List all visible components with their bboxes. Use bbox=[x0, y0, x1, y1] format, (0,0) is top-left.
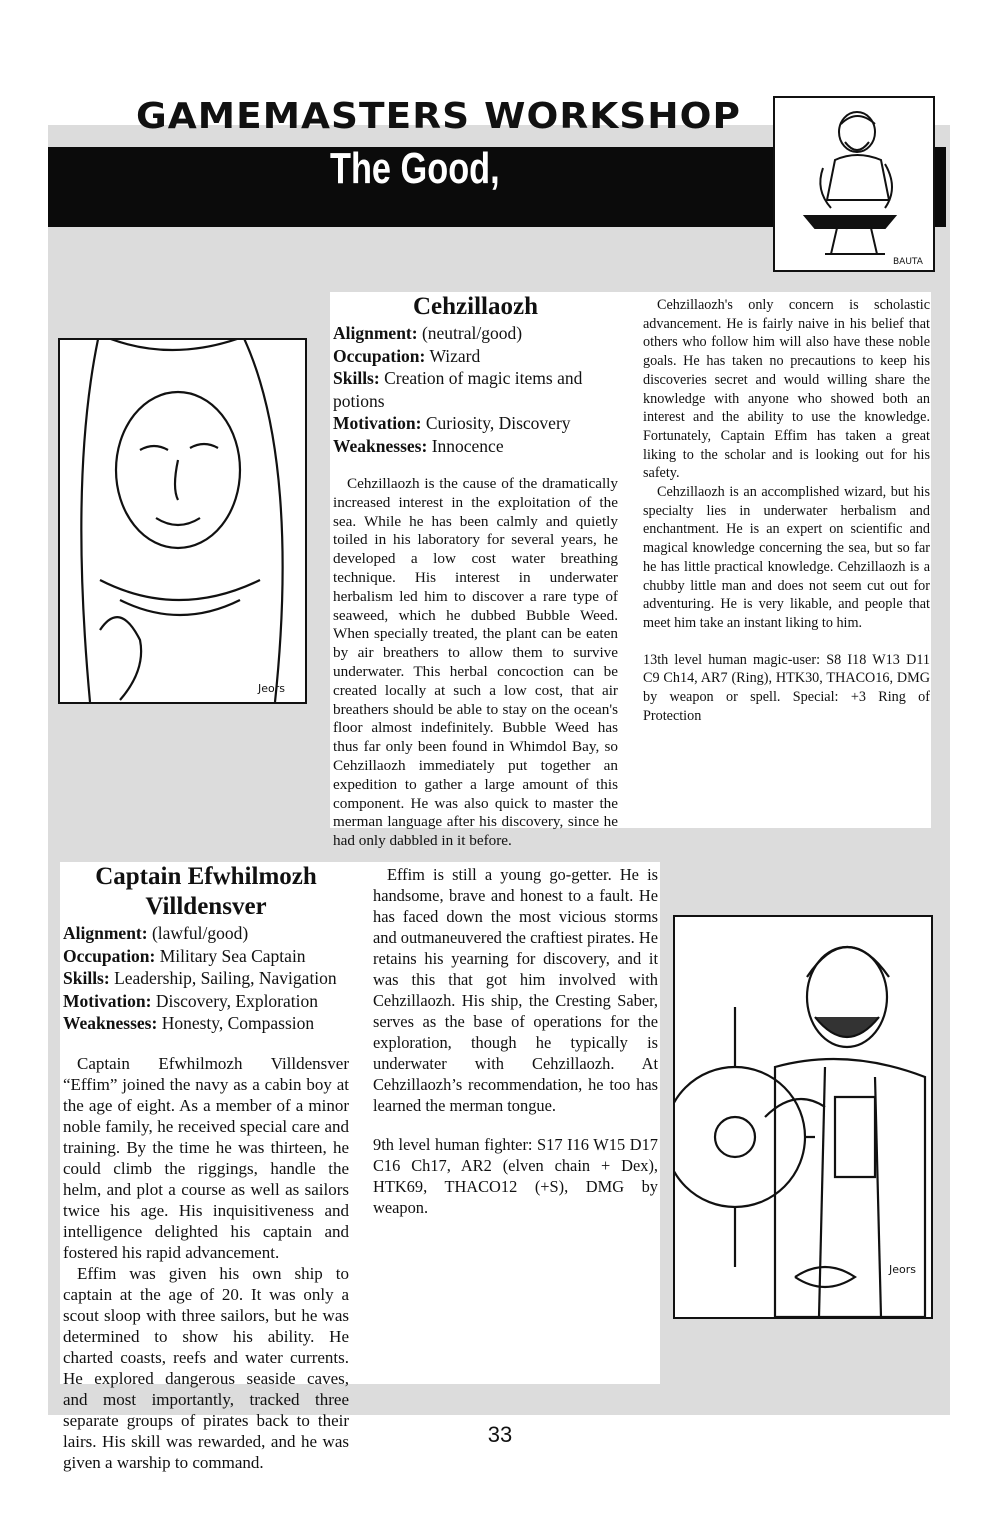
cehzillaozh-alignment bbox=[333, 322, 618, 345]
motivation-label: Motivation: bbox=[63, 990, 152, 1011]
effim-portrait bbox=[673, 915, 933, 1319]
effim-skills bbox=[63, 967, 349, 990]
effim-stats: 9th level human fighter: S17 I16 W15 D17 C16 Ch17, AR2 (elven chain + Dex), HTK69, THACO12 (+S), DMG by weapon. bbox=[373, 1135, 658, 1217]
cehzillaozh-stats: 13th level human magic-user: S8 I18 W13 D11 C9 Ch14, AR7 (Ring), HTK30, THACO16, DMG by weapon or spell. Special: +3 Ring of Protection bbox=[643, 651, 930, 724]
hooded-wizard-drawing bbox=[60, 340, 305, 702]
skills-label: Skills: bbox=[63, 968, 110, 988]
alignment-label: Alignment: bbox=[333, 323, 418, 343]
cehzillaozh-paragraph-2: Cehzillaozh's only concern is scholastic advancement. He is fairly naive in his belief that others who follow him will also have these noble goals. He has taken no precautions to keep his discoveries secret and would willing share the knowledge with anyone who showed both an interest and the ability to use the knowledge. Fortunately, Captain Effim has taken a great liking to the scholar and is looking out for his safety. bbox=[643, 297, 930, 482]
effim-name-line2: Villdensver bbox=[145, 893, 267, 920]
occupation-label: Occupation: bbox=[333, 345, 426, 366]
alignment-label: Alignment: bbox=[63, 923, 148, 943]
cehzillaozh-paragraph-1: Cehzillaozh is the cause of the dramatically increased interest in the exploitation of the sea. While he has been calmly and quietly toiled in his laboratory for several years, he developed a low cost water breathing technique. His interest in underwater herbalism led him to discover a rare type of seaweed, which he dubbed Bubble Weed. When specially treated, the plant can be eaten by air breathers to allow them to survive underwater. This herbal concoction can be created locally at such a low cost, that air breathers should be able to stay on the ocean's floor almost indefinitely. Bubble Weed has thus far only been found in Whimdol Bay, so Cehzillaozh immediately put together an expedition to gather a large amount of this component. He was also quick to master the merman language after his discovery, since he had only dabbled in it before. bbox=[333, 475, 618, 850]
effim-weaknesses bbox=[63, 1012, 349, 1035]
occupation-value: Wizard bbox=[429, 345, 481, 366]
cehzillaozh-portrait bbox=[58, 338, 307, 704]
skills-value: Leadership, Sailing, Navigation bbox=[114, 968, 337, 988]
motivation-value: Curiosity, Discovery bbox=[425, 413, 571, 433]
effim-column-2 bbox=[373, 864, 658, 1218]
blacksmith-illustration bbox=[775, 98, 933, 270]
logo-signature: BAUTA bbox=[893, 257, 923, 267]
motivation-label: Motivation: bbox=[333, 413, 422, 433]
portrait2-signature: Jeors bbox=[889, 1263, 916, 1276]
weaknesses-label: Weaknesses: bbox=[333, 435, 428, 456]
article-title: The Good, bbox=[330, 144, 500, 193]
cehzillaozh-weaknesses bbox=[333, 435, 618, 458]
section-title: GAMEMASTERS WORKSHOP bbox=[136, 96, 742, 137]
weaknesses-value: Honesty, Compassion bbox=[161, 1013, 315, 1033]
alignment-value: (lawful/good) bbox=[151, 923, 249, 943]
motivation-value: Discovery, Exploration bbox=[155, 990, 319, 1011]
effim-column-1 bbox=[63, 862, 349, 1473]
occupation-label: Occupation: bbox=[63, 945, 156, 966]
skills-value: Creation of magic items and potions bbox=[333, 368, 583, 411]
effim-paragraph-2: Effim was given his own ship to captain at the age of 20. It was only a scout sloop with three sailors, but he was determined to show his ability. He charted coasts, reefs and water currents. He explored dangerous seaside caves, and most importantly, tracked three separate groups of pirates back to their lairs. His skill was rewarded, and he was given a warship to command. bbox=[63, 1263, 349, 1472]
skills-label: Skills: bbox=[333, 368, 380, 388]
cehzillaozh-column-1 bbox=[333, 292, 618, 851]
page-number: 33 bbox=[487, 1422, 513, 1447]
cehzillaozh-occupation bbox=[333, 345, 618, 368]
occupation-value: Military Sea Captain bbox=[159, 945, 306, 966]
cehzillaozh-name: Cehzillaozh bbox=[413, 293, 538, 320]
weaknesses-value: Innocence bbox=[431, 435, 504, 456]
cehzillaozh-motivation bbox=[333, 412, 618, 435]
effim-occupation bbox=[63, 945, 349, 968]
cehzillaozh-paragraph-3: Cehzillaozh is an accomplished wizard, but his specialty lies in underwater herbalism and enchantment. He is an expert on scientific and magical knowledge concerning the sea, but so far he has little practical knowledge. Cehzillaozh is a chubby little man and does not seem cut out for adventuring. He is very likable, and people that meet him take an instant liking to him. bbox=[643, 484, 930, 631]
portrait1-signature: Jeors bbox=[258, 682, 285, 695]
blacksmith-logo bbox=[773, 96, 935, 272]
effim-name-line1: Captain Efwhilmozh bbox=[95, 863, 317, 890]
effim-alignment bbox=[63, 922, 349, 945]
effim-motivation bbox=[63, 990, 349, 1013]
sea-captain-drawing bbox=[675, 917, 931, 1317]
effim-paragraph-3: Effim is still a young go-getter. He is handsome, brave and honest to a fault. He has faced down the most vicious storms and outmaneuvered the craftiest pirates. He retains his yearning for discovery, and it was this that got him involved with Cehzillaozh. His ship, the Cresting Saber, serves as the base of operations for the exploration, though he typically is underwater with Cehzillaozh. At Cehzillaozh’s recommendation, he too has learned the merman tongue. bbox=[373, 865, 658, 1115]
cehzillaozh-column-2 bbox=[643, 296, 930, 725]
cehzillaozh-skills bbox=[333, 367, 618, 412]
alignment-value: (neutral/good) bbox=[421, 323, 523, 343]
effim-paragraph-1: Captain Efwhilmozh Villdensver “Effim” joined the navy as a cabin boy at the age of eight. As a member of a minor noble family, he received special care and training. By the time he was thirteen, he could climb the riggings, handle the helm, and plot a course as well as sailors twice his age. His inquisitiveness and intelligence delighted his captain and fostered his rapid advancement. bbox=[63, 1053, 349, 1262]
weaknesses-label: Weaknesses: bbox=[63, 1013, 158, 1033]
